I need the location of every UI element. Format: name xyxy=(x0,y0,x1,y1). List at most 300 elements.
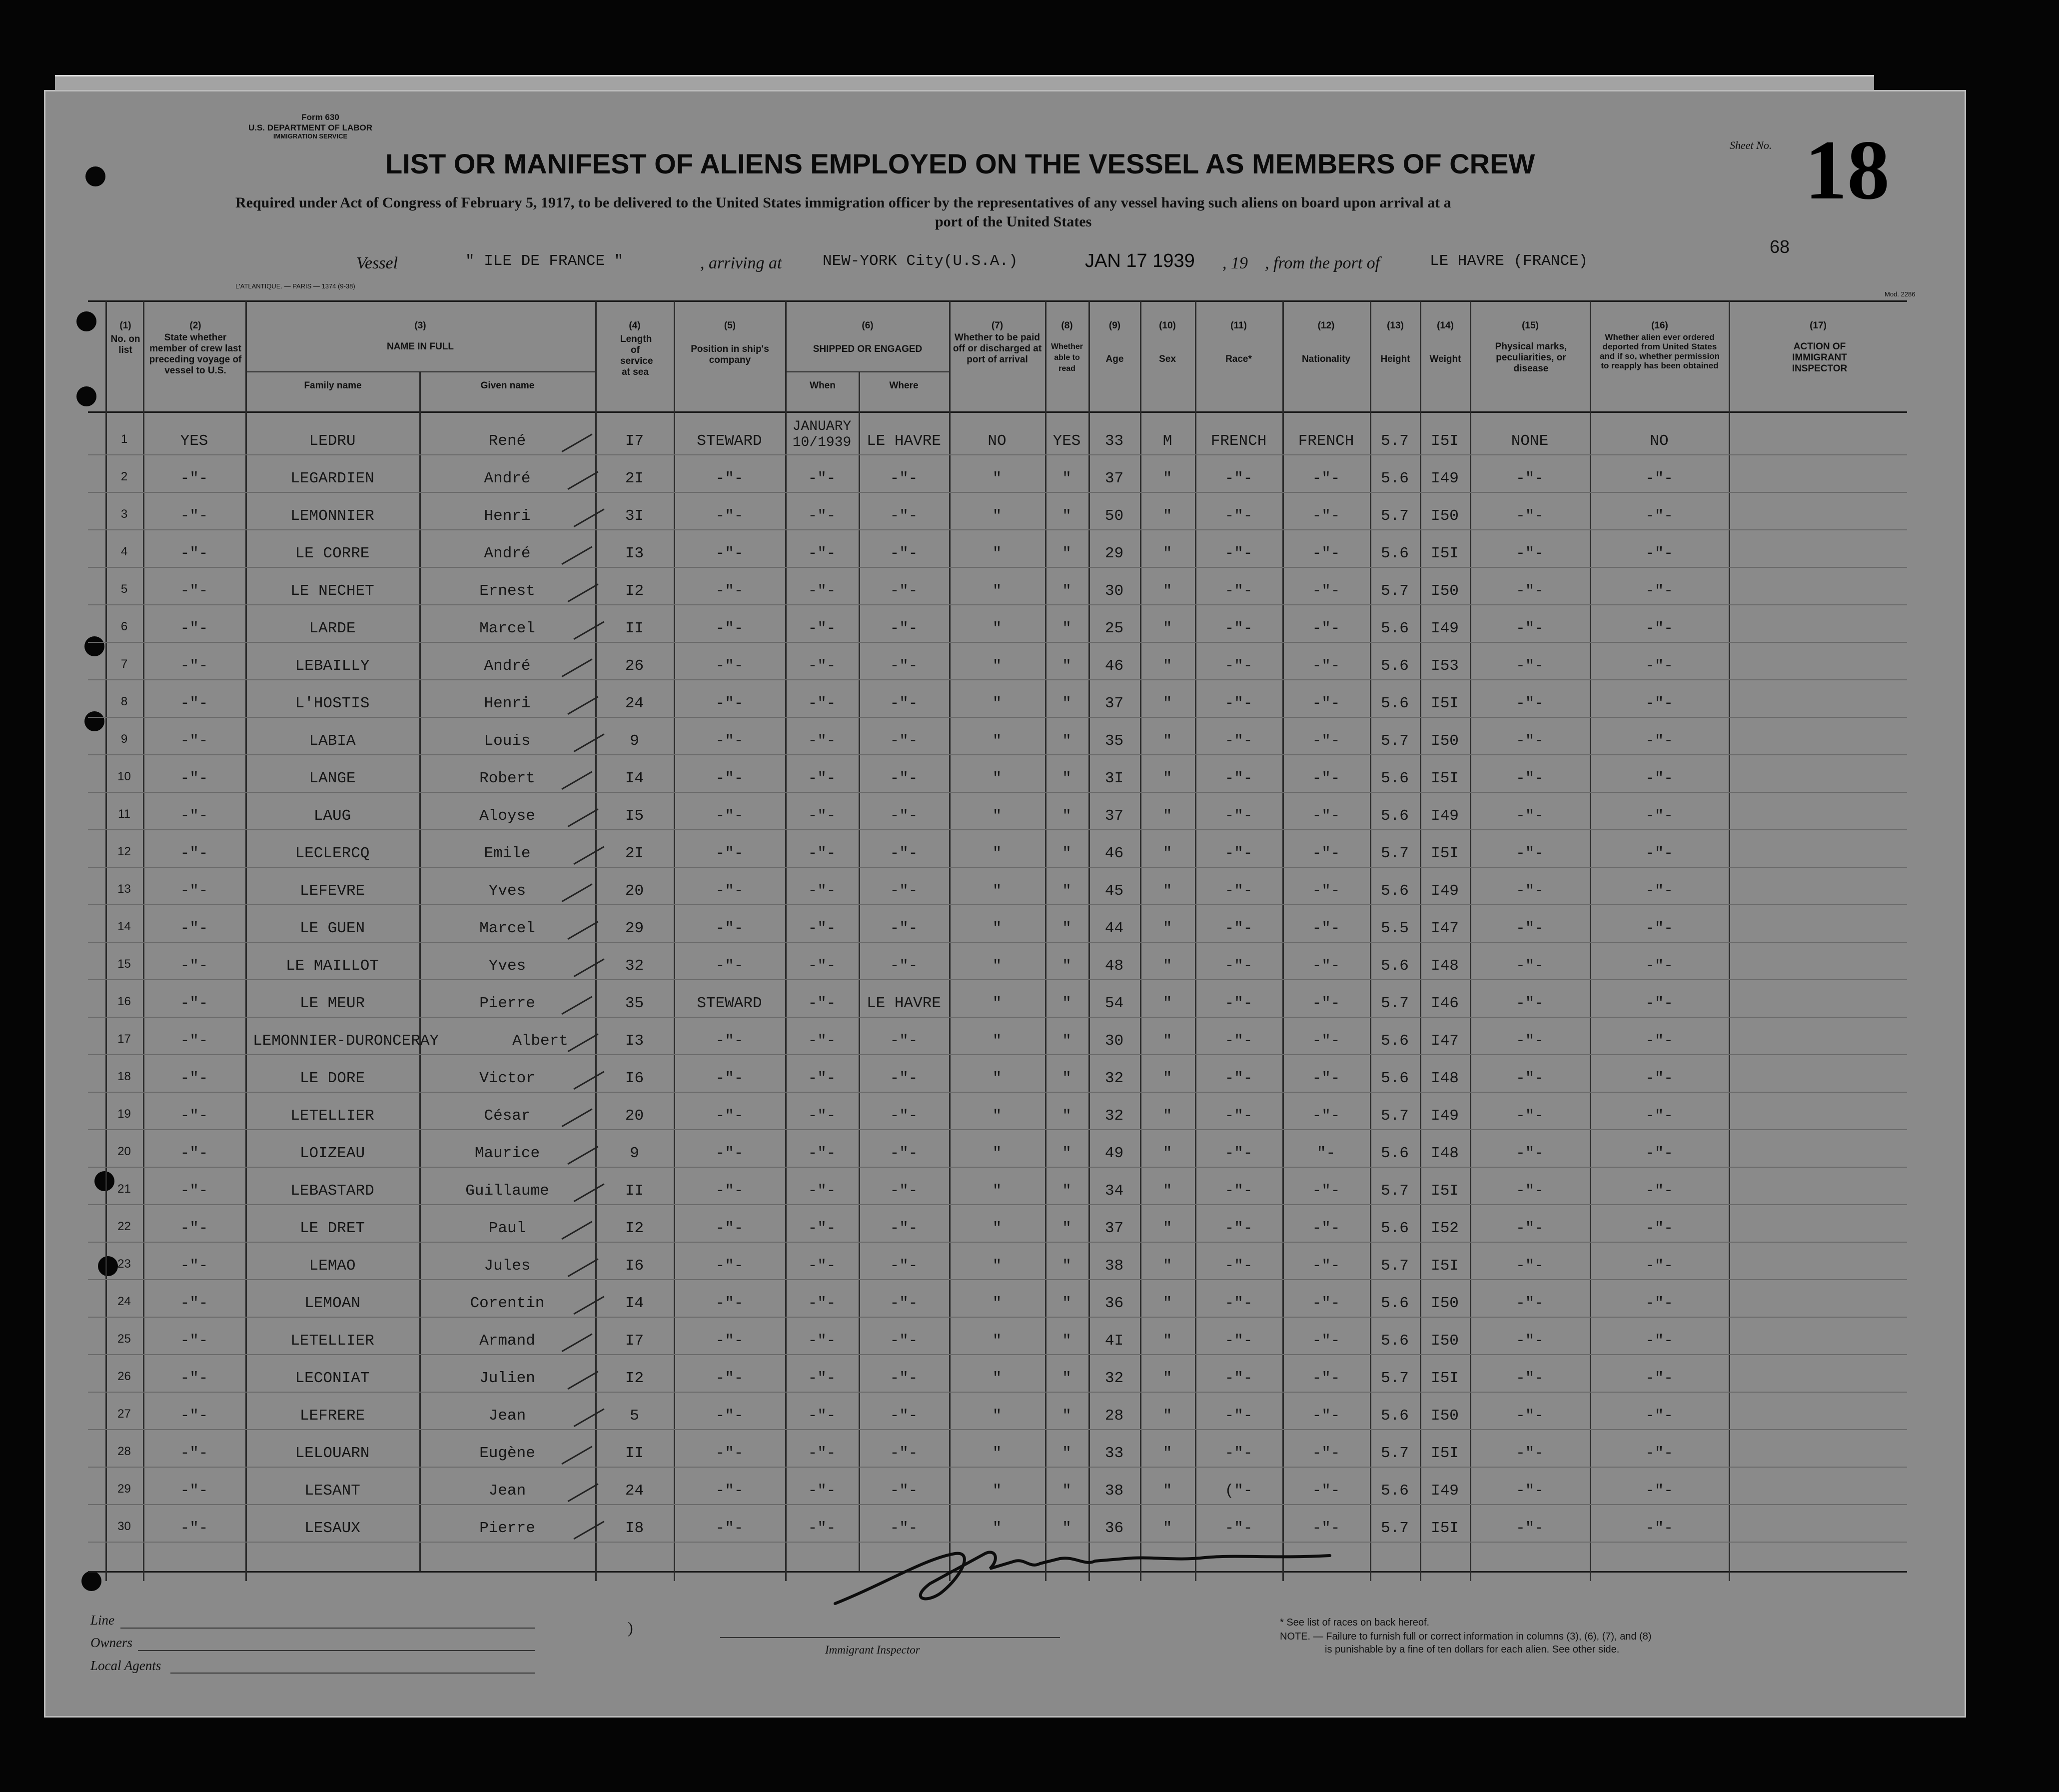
cell-when: -"- xyxy=(808,845,836,862)
cell-height: 5.6 xyxy=(1381,957,1409,975)
col-divider xyxy=(1590,301,1591,1581)
cell-paid: " xyxy=(992,1520,1002,1537)
cell-paid: " xyxy=(992,620,1002,637)
cell-given: Corentin xyxy=(470,1295,545,1312)
cell-deported: -"- xyxy=(1645,732,1673,750)
cell-deported: -"- xyxy=(1645,1257,1673,1275)
cell-paid: NO xyxy=(988,432,1007,450)
cell-height: 5.7 xyxy=(1381,1107,1409,1125)
cell-height: 5.6 xyxy=(1381,1482,1409,1500)
col-12-number: (12) xyxy=(1317,320,1335,331)
cell-position: -"- xyxy=(715,1332,744,1350)
row-rule xyxy=(88,1017,1907,1018)
cell-sex: M xyxy=(1162,432,1172,450)
cell-no: 25 xyxy=(117,1332,131,1346)
cell-age: 30 xyxy=(1104,1032,1124,1050)
cell-age: 48 xyxy=(1104,957,1124,975)
cell-nat: -"- xyxy=(1312,1482,1340,1500)
cell-given: Ernest xyxy=(479,582,535,600)
cell-deported: -"- xyxy=(1645,1182,1673,1200)
cell-when: -"- xyxy=(808,470,836,487)
cell-given: Louis xyxy=(484,732,531,750)
cell-nat: -"- xyxy=(1312,1520,1340,1537)
cell-paid: " xyxy=(992,1145,1002,1162)
col-2-header: State whether member of crew last preceding voyage of vessel to U.S. xyxy=(149,332,242,376)
cell-paid: " xyxy=(992,470,1002,487)
cell-where: -"- xyxy=(890,620,918,637)
table-top-border xyxy=(88,300,1907,302)
cell-no: 7 xyxy=(120,657,128,671)
cell-age: 54 xyxy=(1104,995,1124,1012)
cell-where: -"- xyxy=(890,1107,918,1125)
cell-where: -"- xyxy=(890,1332,918,1350)
cell-service: I4 xyxy=(625,770,644,787)
cell-marks: -"- xyxy=(1516,582,1544,600)
cell-marks: -"- xyxy=(1516,657,1544,675)
cell-weight: I50 xyxy=(1431,582,1459,600)
row-rule xyxy=(88,717,1907,718)
cell-marks: -"- xyxy=(1516,1220,1544,1237)
cell-deported: -"- xyxy=(1645,620,1673,637)
form-number: Form 630 xyxy=(301,112,339,122)
cell-deported: -"- xyxy=(1645,1107,1673,1125)
cell-where: -"- xyxy=(890,1070,918,1087)
cell-age: 29 xyxy=(1104,545,1124,562)
cell-prev: -"- xyxy=(180,1445,208,1462)
cell-service: I6 xyxy=(625,1257,644,1275)
cell-prev: -"- xyxy=(180,1257,208,1275)
row-rule xyxy=(88,754,1907,755)
col-3a-header: Family name xyxy=(304,380,362,391)
punch-hole xyxy=(76,311,96,331)
cell-service: I5 xyxy=(625,807,644,825)
cell-service: II xyxy=(625,1445,644,1462)
col-1-header: No. on list xyxy=(110,334,140,355)
cell-prev: -"- xyxy=(180,620,208,637)
cell-when: -"- xyxy=(808,695,836,712)
cell-marks: -"- xyxy=(1516,695,1544,712)
cell-deported: -"- xyxy=(1645,470,1673,487)
col-17-header: ACTION OF IMMIGRANT INSPECTOR xyxy=(1792,341,1848,374)
cell-where: -"- xyxy=(890,1482,918,1500)
cell-weight: I49 xyxy=(1431,470,1459,487)
cell-marks: -"- xyxy=(1516,1032,1544,1050)
cell-service: I6 xyxy=(625,1070,644,1087)
cell-no: 19 xyxy=(117,1107,131,1121)
cell-sex: " xyxy=(1162,470,1172,487)
col-6-number: (6) xyxy=(862,320,874,331)
cell-family: LETELLIER xyxy=(290,1107,374,1125)
cell-deported: -"- xyxy=(1645,920,1673,937)
cell-service: I2 xyxy=(625,582,644,600)
cell-family: LECLERCQ xyxy=(295,845,370,862)
cell-when: -"- xyxy=(808,920,836,937)
cell-no: 29 xyxy=(117,1482,131,1496)
col-divider xyxy=(1195,301,1196,1581)
cell-given: Yves xyxy=(488,882,526,900)
cell-no: 23 xyxy=(117,1257,131,1271)
cell-read: " xyxy=(1062,1520,1071,1537)
cell-paid: " xyxy=(992,1445,1002,1462)
cell-weight: I53 xyxy=(1431,657,1459,675)
cell-family: LECONIAT xyxy=(295,1370,370,1387)
cell-nat: -"- xyxy=(1312,470,1340,487)
cell-position: -"- xyxy=(715,545,744,562)
cell-race: -"- xyxy=(1224,657,1253,675)
printer-line: L'ATLANTIQUE. — PARIS — 1374 (9-38) xyxy=(235,282,355,290)
cell-race: -"- xyxy=(1224,845,1253,862)
cell-weight: I49 xyxy=(1431,1482,1459,1500)
row-rule xyxy=(88,1467,1907,1468)
cell-family: LEBAILLY xyxy=(295,657,370,675)
cell-paid: " xyxy=(992,807,1002,825)
cell-nat: -"- xyxy=(1312,695,1340,712)
cell-race: -"- xyxy=(1224,920,1253,937)
cell-given: Jean xyxy=(488,1407,526,1425)
row-rule xyxy=(88,529,1907,530)
sheet-label: Sheet No. xyxy=(1730,139,1772,151)
cell-nat: -"- xyxy=(1312,845,1340,862)
cell-nat: -"- xyxy=(1312,507,1340,525)
cell-service: 9 xyxy=(630,1145,639,1162)
cell-age: 34 xyxy=(1104,1182,1124,1200)
col-15-number: (15) xyxy=(1522,320,1539,331)
cell-sex: " xyxy=(1162,657,1172,675)
cell-race: -"- xyxy=(1224,770,1253,787)
cell-race: -"- xyxy=(1224,1070,1253,1087)
cell-nat: -"- xyxy=(1312,920,1340,937)
cell-no: 18 xyxy=(117,1070,131,1083)
cell-given: Jean xyxy=(488,1482,526,1500)
cell-given: Henri xyxy=(484,507,531,525)
cell-no: 27 xyxy=(117,1407,131,1421)
cell-service: I7 xyxy=(625,432,644,450)
cell-no: 16 xyxy=(117,995,131,1008)
cell-deported: -"- xyxy=(1645,1070,1673,1087)
cell-position: -"- xyxy=(715,732,744,750)
cell-read: " xyxy=(1062,1032,1071,1050)
row-rule xyxy=(88,1504,1907,1505)
cell-paid: " xyxy=(992,1257,1002,1275)
cell-paid: " xyxy=(992,882,1002,900)
cell-when: -"- xyxy=(808,957,836,975)
cell-paid: " xyxy=(992,1070,1002,1087)
cell-deported: -"- xyxy=(1645,1032,1673,1050)
cell-position: -"- xyxy=(715,1257,744,1275)
cell-race: -"- xyxy=(1224,1445,1253,1462)
cell-height: 5.6 xyxy=(1381,770,1409,787)
cell-family: LE NECHET xyxy=(290,582,374,600)
cell-race: -"- xyxy=(1224,732,1253,750)
cell-race: -"- xyxy=(1224,1407,1253,1425)
name-subheader-line xyxy=(245,371,595,372)
cell-position: -"- xyxy=(715,1107,744,1125)
cell-height: 5.6 xyxy=(1381,545,1409,562)
cell-age: 35 xyxy=(1104,732,1124,750)
cell-given: Robert xyxy=(479,770,535,787)
cell-family: LEMONNIER xyxy=(290,507,374,525)
cell-weight: I5I xyxy=(1431,1520,1459,1537)
cell-race: -"- xyxy=(1224,1220,1253,1237)
cell-no: 26 xyxy=(117,1370,131,1383)
cell-deported: NO xyxy=(1650,432,1669,450)
cell-position: -"- xyxy=(715,1520,744,1537)
cell-no: 9 xyxy=(120,732,128,746)
cell-deported: -"- xyxy=(1645,507,1673,525)
cell-weight: I5I xyxy=(1431,845,1459,862)
cell-paid: " xyxy=(992,732,1002,750)
cell-read: " xyxy=(1062,995,1071,1012)
cell-age: 25 xyxy=(1104,620,1124,637)
vessel-label: Vessel xyxy=(356,254,398,272)
cell-nat: -"- xyxy=(1312,1332,1340,1350)
cell-paid: " xyxy=(992,1482,1002,1500)
cell-paid: " xyxy=(992,545,1002,562)
cell-where: -"- xyxy=(890,882,918,900)
cell-prev: -"- xyxy=(180,507,208,525)
cell-where: -"- xyxy=(890,1407,918,1425)
row-rule xyxy=(88,454,1907,455)
cell-no: 12 xyxy=(117,845,131,858)
cell-weight: I48 xyxy=(1431,1070,1459,1087)
year-label: , 19 xyxy=(1222,254,1248,272)
cell-marks: -"- xyxy=(1516,957,1544,975)
cell-where: -"- xyxy=(890,957,918,975)
department: U.S. DEPARTMENT OF LABOR xyxy=(248,123,373,132)
cell-given: René xyxy=(488,432,526,450)
row-rule xyxy=(88,567,1907,568)
cell-height: 5.6 xyxy=(1381,470,1409,487)
cell-weight: I47 xyxy=(1431,1032,1459,1050)
cell-when: -"- xyxy=(808,1407,836,1425)
cell-height: 5.6 xyxy=(1381,1070,1409,1087)
cell-when: -"- xyxy=(808,1482,836,1500)
cell-no: 21 xyxy=(117,1182,131,1196)
cell-marks: -"- xyxy=(1516,1182,1544,1200)
cell-service: 24 xyxy=(625,695,644,712)
cell-service: 29 xyxy=(625,920,644,937)
cell-read: " xyxy=(1062,1182,1071,1200)
cell-service: 20 xyxy=(625,1107,644,1125)
cell-paid: " xyxy=(992,582,1002,600)
cell-paid: " xyxy=(992,1295,1002,1312)
cell-sex: " xyxy=(1162,957,1172,975)
cell-nat: -"- xyxy=(1312,1032,1340,1050)
cell-when: -"- xyxy=(808,1070,836,1087)
cell-given: André xyxy=(484,545,531,562)
row-rule xyxy=(88,1392,1907,1393)
col-divider xyxy=(105,301,107,1581)
cell-sex: " xyxy=(1162,1257,1172,1275)
cell-no: 4 xyxy=(120,545,128,558)
cell-marks: -"- xyxy=(1516,620,1544,637)
cell-paid: " xyxy=(992,1107,1002,1125)
cell-given: Eugène xyxy=(479,1445,535,1462)
cell-family: LELOUARN xyxy=(295,1445,370,1462)
cell-race: ("- xyxy=(1224,1482,1253,1500)
col-divider xyxy=(1370,301,1371,1581)
cell-family: LE MAILLOT xyxy=(285,957,379,975)
col-6a-header: When xyxy=(810,380,836,391)
cell-given: Pierre xyxy=(479,1520,535,1537)
cell-position: -"- xyxy=(715,695,744,712)
cell-service: 20 xyxy=(625,882,644,900)
cell-given: César xyxy=(484,1107,531,1125)
cell-weight: I5I xyxy=(1431,770,1459,787)
cell-paid: " xyxy=(992,695,1002,712)
cell-prev: YES xyxy=(180,432,208,450)
cell-position: -"- xyxy=(715,920,744,937)
row-rule xyxy=(88,1429,1907,1430)
col-16-header: Whether alien ever ordered deported from United States and if so, whether permission to reapply has been obtained xyxy=(1600,332,1720,370)
cell-height: 5.7 xyxy=(1381,507,1409,525)
cell-age: 28 xyxy=(1104,1407,1124,1425)
cell-marks: -"- xyxy=(1516,1520,1544,1537)
col-divider xyxy=(674,301,675,1581)
cell-race: -"- xyxy=(1224,470,1253,487)
cell-sex: " xyxy=(1162,1332,1172,1350)
cell-no: 30 xyxy=(117,1520,131,1533)
cell-no: 11 xyxy=(118,807,130,821)
cell-height: 5.6 xyxy=(1381,1032,1409,1050)
cell-race: -"- xyxy=(1224,807,1253,825)
cell-read: " xyxy=(1062,1482,1071,1500)
arriving-label: , arriving at xyxy=(700,254,782,272)
cell-family: LANGE xyxy=(309,770,356,787)
cell-when: -"- xyxy=(808,770,836,787)
col-3-number: (3) xyxy=(414,320,426,331)
cell-race: -"- xyxy=(1224,620,1253,637)
cell-height: 5.7 xyxy=(1381,1182,1409,1200)
cell-service: 5 xyxy=(630,1407,639,1425)
footnote-note: NOTE. — Failure to furnish full or correct information in columns (3), (6), (7), and (8) xyxy=(1280,1631,1652,1642)
cell-service: 26 xyxy=(625,657,644,675)
cell-service: I4 xyxy=(625,1295,644,1312)
cell-read: " xyxy=(1062,882,1071,900)
cell-deported: -"- xyxy=(1645,845,1673,862)
punch-hole xyxy=(76,386,96,406)
cell-weight: I50 xyxy=(1431,1332,1459,1350)
cell-read: " xyxy=(1062,620,1071,637)
col-divider xyxy=(1140,301,1141,1581)
cell-age: 37 xyxy=(1104,695,1124,712)
cell-sex: " xyxy=(1162,1520,1172,1537)
cell-weight: I48 xyxy=(1431,1145,1459,1162)
owners-label: Owners xyxy=(90,1635,133,1650)
cell-prev: -"- xyxy=(180,1332,208,1350)
cell-sex: " xyxy=(1162,807,1172,825)
cell-prev: -"- xyxy=(180,1220,208,1237)
cell-height: 5.7 xyxy=(1381,1257,1409,1275)
cell-race: -"- xyxy=(1224,1332,1253,1350)
cell-given: Julien xyxy=(479,1370,535,1387)
from-port: LE HAVRE (FRANCE) xyxy=(1430,252,1588,270)
cell-no: 20 xyxy=(117,1145,131,1158)
cell-no: 1 xyxy=(120,432,128,446)
cell-position: -"- xyxy=(715,1482,744,1500)
shipped-subheader-line xyxy=(785,371,949,372)
cell-service: II xyxy=(625,620,644,637)
col-9-header: Age xyxy=(1105,354,1124,364)
row-rule xyxy=(88,1279,1907,1280)
cell-nat: -"- xyxy=(1312,1182,1340,1200)
cell-marks: NONE xyxy=(1511,432,1549,450)
cell-deported: -"- xyxy=(1645,957,1673,975)
cell-marks: -"- xyxy=(1516,545,1544,562)
cell-weight: I46 xyxy=(1431,995,1459,1012)
cell-marks: -"- xyxy=(1516,1482,1544,1500)
cell-age: 36 xyxy=(1104,1520,1124,1537)
cell-when: -"- xyxy=(808,807,836,825)
cell-read: " xyxy=(1062,582,1071,600)
required-line-1: Required under Act of Congress of February 5, 1917, to be delivered to the United States immigration officer by the representatives of any vessel having such aliens on board upon arrival at a xyxy=(235,194,1451,211)
cell-service: I2 xyxy=(625,1370,644,1387)
cell-weight: I5I xyxy=(1431,1182,1459,1200)
cell-race: -"- xyxy=(1224,1257,1253,1275)
cell-where: -"- xyxy=(890,695,918,712)
cell-nat: -"- xyxy=(1312,807,1340,825)
cell-when: -"- xyxy=(808,1182,836,1200)
cell-where: -"- xyxy=(890,507,918,525)
cell-no: 8 xyxy=(120,695,128,708)
cell-weight: I50 xyxy=(1431,1295,1459,1312)
row-rule xyxy=(88,1317,1907,1318)
cell-family: LE DORE xyxy=(299,1070,365,1087)
cell-given: Marcel xyxy=(479,620,535,637)
cell-paid: " xyxy=(992,920,1002,937)
col-17-number: (17) xyxy=(1810,320,1827,331)
cell-no: 3 xyxy=(120,507,128,521)
cell-deported: -"- xyxy=(1645,770,1673,787)
cell-weight: I50 xyxy=(1431,1407,1459,1425)
cell-read: " xyxy=(1062,1407,1071,1425)
cell-given: Albert xyxy=(512,1032,568,1050)
cell-age: 46 xyxy=(1104,845,1124,862)
cell-sex: " xyxy=(1162,1295,1172,1312)
local-agents-label: Local Agents xyxy=(90,1658,161,1673)
col-divider xyxy=(785,301,787,1581)
cell-read: " xyxy=(1062,545,1071,562)
row-rule xyxy=(88,1167,1907,1168)
cell-marks: -"- xyxy=(1516,1445,1544,1462)
cell-height: 5.6 xyxy=(1381,1145,1409,1162)
cell-age: 37 xyxy=(1104,807,1124,825)
cell-sex: " xyxy=(1162,1145,1172,1162)
manifest-sheet xyxy=(44,90,1966,1718)
cell-weight: I5I xyxy=(1431,1257,1459,1275)
cell-where: -"- xyxy=(890,657,918,675)
col-divider xyxy=(949,301,951,1581)
cell-family: L'HOSTIS xyxy=(295,695,370,712)
cell-height: 5.6 xyxy=(1381,695,1409,712)
cell-height: 5.5 xyxy=(1381,920,1409,937)
cell-deported: -"- xyxy=(1645,1520,1673,1537)
cell-race: -"- xyxy=(1224,545,1253,562)
cell-no: 24 xyxy=(117,1295,131,1308)
cell-height: 5.6 xyxy=(1381,807,1409,825)
cell-when: -"- xyxy=(808,1032,836,1050)
cell-sex: " xyxy=(1162,732,1172,750)
cell-weight: I47 xyxy=(1431,920,1459,937)
cell-read: " xyxy=(1062,695,1071,712)
cell-where: -"- xyxy=(890,582,918,600)
cell-where: -"- xyxy=(890,1295,918,1312)
row-rule xyxy=(88,1054,1907,1055)
cell-paid: " xyxy=(992,995,1002,1012)
cell-sex: " xyxy=(1162,882,1172,900)
row-rule xyxy=(88,604,1907,605)
cell-prev: -"- xyxy=(180,1070,208,1087)
